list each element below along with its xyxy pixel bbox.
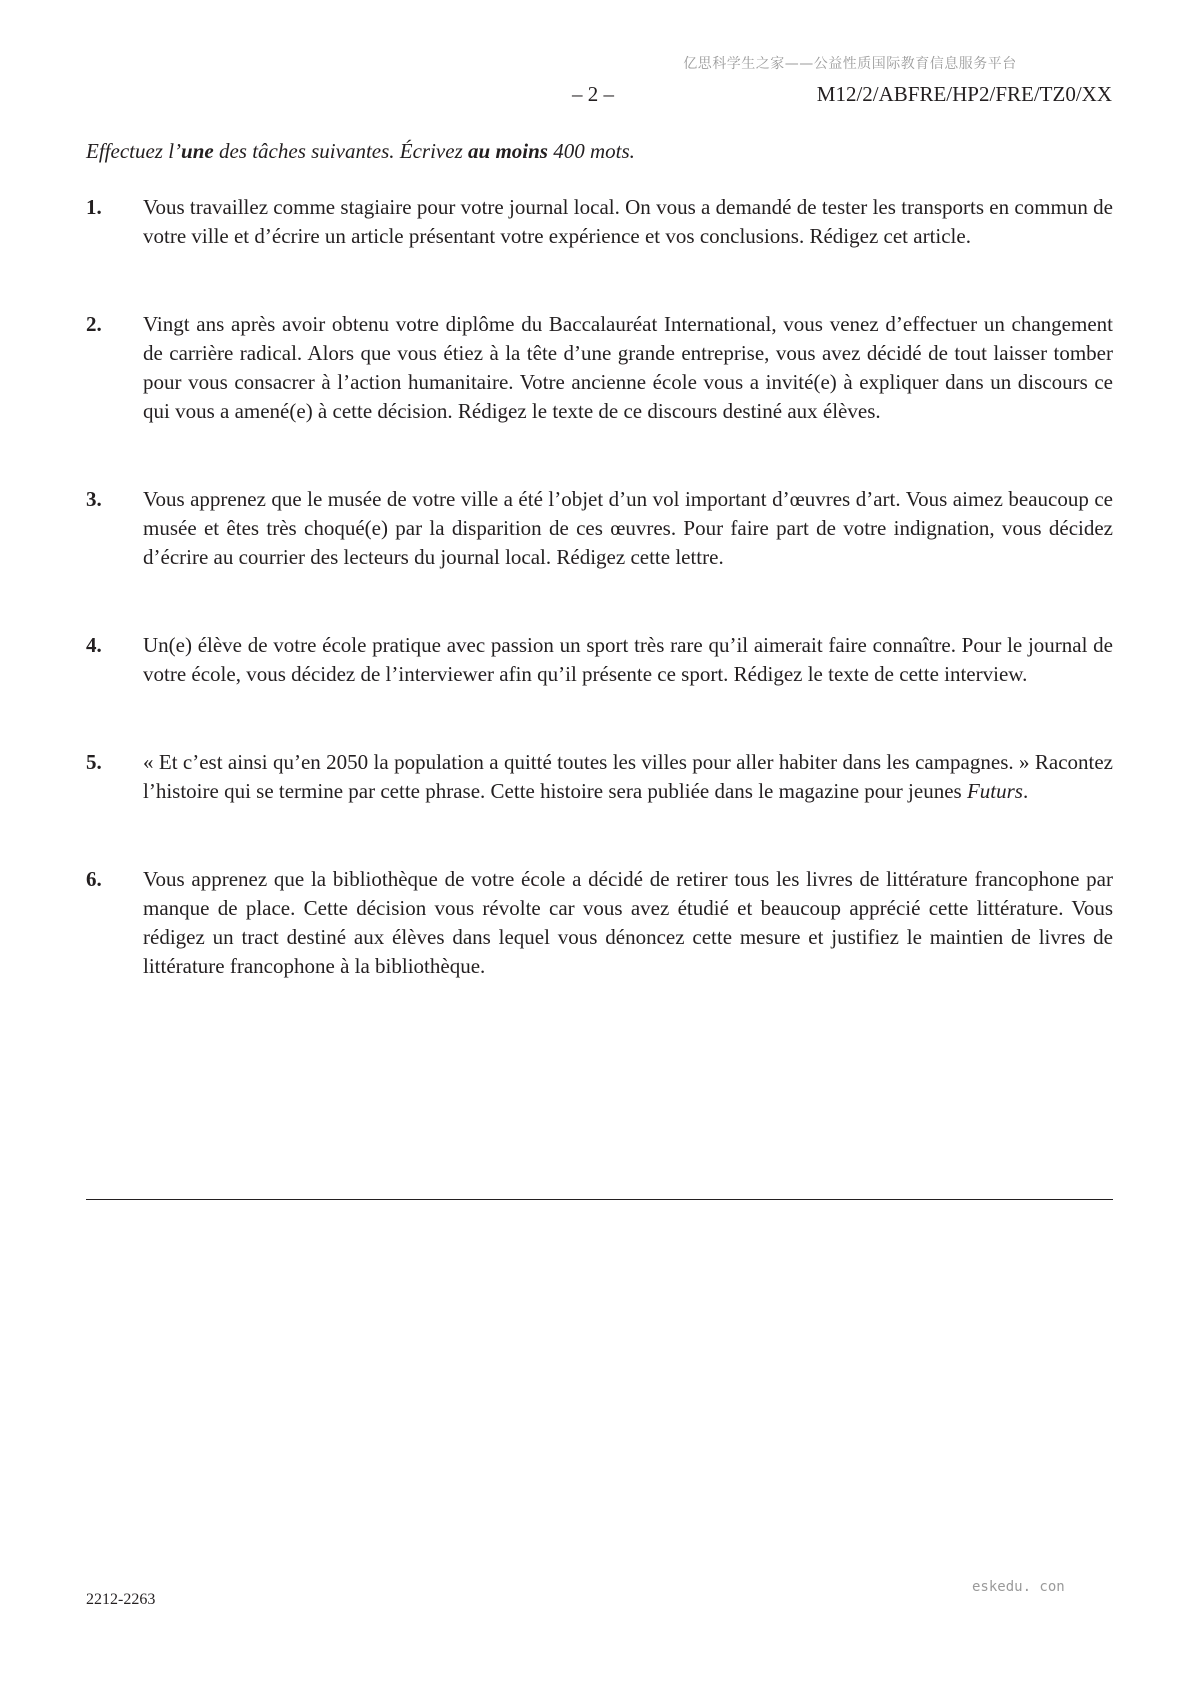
instructions-bold1: une — [181, 139, 214, 163]
task-number: 5. — [86, 750, 102, 774]
task-text-main: « Et c’est ainsi qu’en 2050 la population a quitté toutes les villes pour aller habiter dans les campagnes. » Racontez l’histoire qui se termine par cette phrase. Cette histoire sera publiée dans le magazine pour jeunes — [143, 750, 1113, 803]
task-number: 1. — [86, 195, 102, 219]
task-item — [86, 631, 1113, 689]
task-item — [86, 310, 1113, 426]
task-number: 4. — [86, 633, 102, 657]
task-text — [143, 748, 1113, 806]
end-rule — [86, 1199, 1113, 1200]
header-watermark: 亿思科学生之家——公益性质国际教育信息服务平台 — [683, 56, 1017, 72]
instructions-bold2: au moins — [468, 139, 548, 163]
instructions-part1: Effectuez l’ — [86, 139, 182, 163]
task-number: 3. — [86, 487, 102, 511]
task-number: 2. — [86, 312, 102, 336]
task-number: 6. — [86, 867, 102, 891]
task-item — [86, 193, 1113, 251]
task-text: Vous apprenez que le musée de votre ville a été l’objet d’un vol important d’œuvres d’art. Vous aimez beaucoup ce musée et êtes très choqué(e) par la disparition de ces œuvres. Pour faire part de votre indignation, vous décidez d’écrire au courrier des lecteurs du journal local. Rédigez cette lettre. — [143, 487, 1113, 569]
instructions — [86, 139, 635, 164]
task-text: Un(e) élève de votre école pratique avec passion un sport très rare qu’il aimerait faire connaître. Pour le journal de votre école, vous décidez de l’interviewer afin qu’il présente ce sport. Rédigez le texte de cette interview. — [143, 633, 1113, 686]
footer-code: 2212-2263 — [86, 1591, 156, 1608]
task-text-end: . — [1022, 779, 1029, 803]
task-text: Vous travaillez comme stagiaire pour votre journal local. On vous a demandé de tester les transports en commun de votre ville et d’écrire un article présentant votre expérience et vos conclusions. Rédigez cet article. — [143, 195, 1113, 248]
footer-watermark: eskedu. con — [972, 1579, 1065, 1595]
instructions-part2: des tâches suivantes. Écrivez — [213, 139, 469, 163]
task-text: Vingt ans après avoir obtenu votre diplôme du Baccalauréat International, vous venez d’effectuer un changement de carrière radical. Alors que vous étiez à la tête d’une grande entreprise, vous avez décidé de tout laisser tomber pour vous consacrer à l’action humanitaire. Votre ancienne école vous a invité(e) à expliquer dans un discours ce qui vous a amené(e) à cette décision. Rédigez le texte de ce discours destiné aux élèves. — [143, 312, 1113, 423]
task-list — [86, 193, 1113, 1040]
task-item — [86, 748, 1113, 806]
page-number: – 2 – — [572, 82, 614, 106]
task-item — [86, 485, 1113, 572]
magazine-title: Futurs — [966, 779, 1023, 803]
instructions-part3: 400 mots. — [547, 139, 635, 163]
task-text: Vous apprenez que la bibliothèque de votre école a décidé de retirer tous les livres de littérature francophone par manque de place. Cette décision vous révolte car vous avez étudié et beaucoup apprécié cette littérature. Vous rédigez un tract destiné aux élèves dans lequel vous dénoncez cette mesure et justifiez le maintien de livres de littérature francophone à la bibliothèque. — [143, 867, 1113, 978]
exam-code: M12/2/ABFRE/HP2/FRE/TZ0/XX — [816, 82, 1112, 106]
task-item — [86, 865, 1113, 981]
